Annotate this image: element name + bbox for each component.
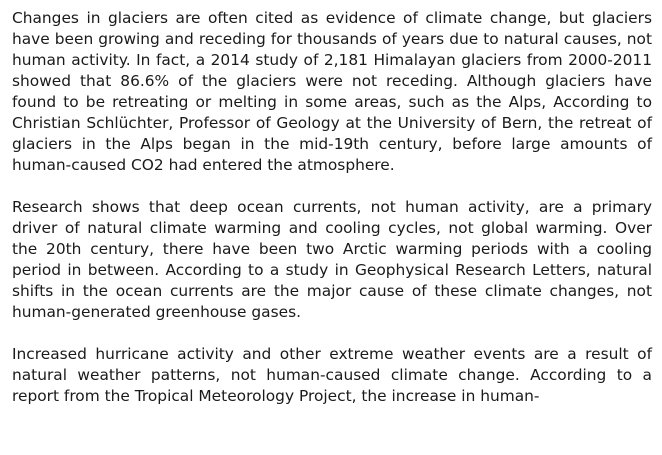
- paragraph-glaciers: Changes in glaciers are often cited as evidence of climate change, but glaciers have been growing and receding for thousands of years due to natural causes, not human activity. In fact, a 2014 study of 2,181 Himalayan glaciers from 2000-2011 showed that 86.6% of the glaciers were not receding. Although glaciers have found to be retreating or melting in some areas, such as the Alps, According to Christian Schlüchter, Professor of Geology at the University of Bern, the retreat of glaciers in the Alps began in the mid-19th century, before large amounts of human-caused CO2 had entered the atmosphere.: [12, 9, 652, 174]
- paragraph-hurricanes: Increased hurricane activity and other extreme weather events are a result of natural weather patterns, not human-caused climate change. According to a report from the Tropical Meteorology Project, the increase in human-: [12, 345, 652, 405]
- document-body: [12, 8, 652, 407]
- paragraph-ocean-currents: Research shows that deep ocean currents, not human activity, are a primary driver of natural climate warming and cooling cycles, not global warming. Over the 20th century, there have been two Arctic warming periods with a cooling period in between. According to a study in Geophysical Research Letters, natural shifts in the ocean currents are the major cause of these climate changes, not human-generated greenhouse gases.: [12, 198, 652, 321]
